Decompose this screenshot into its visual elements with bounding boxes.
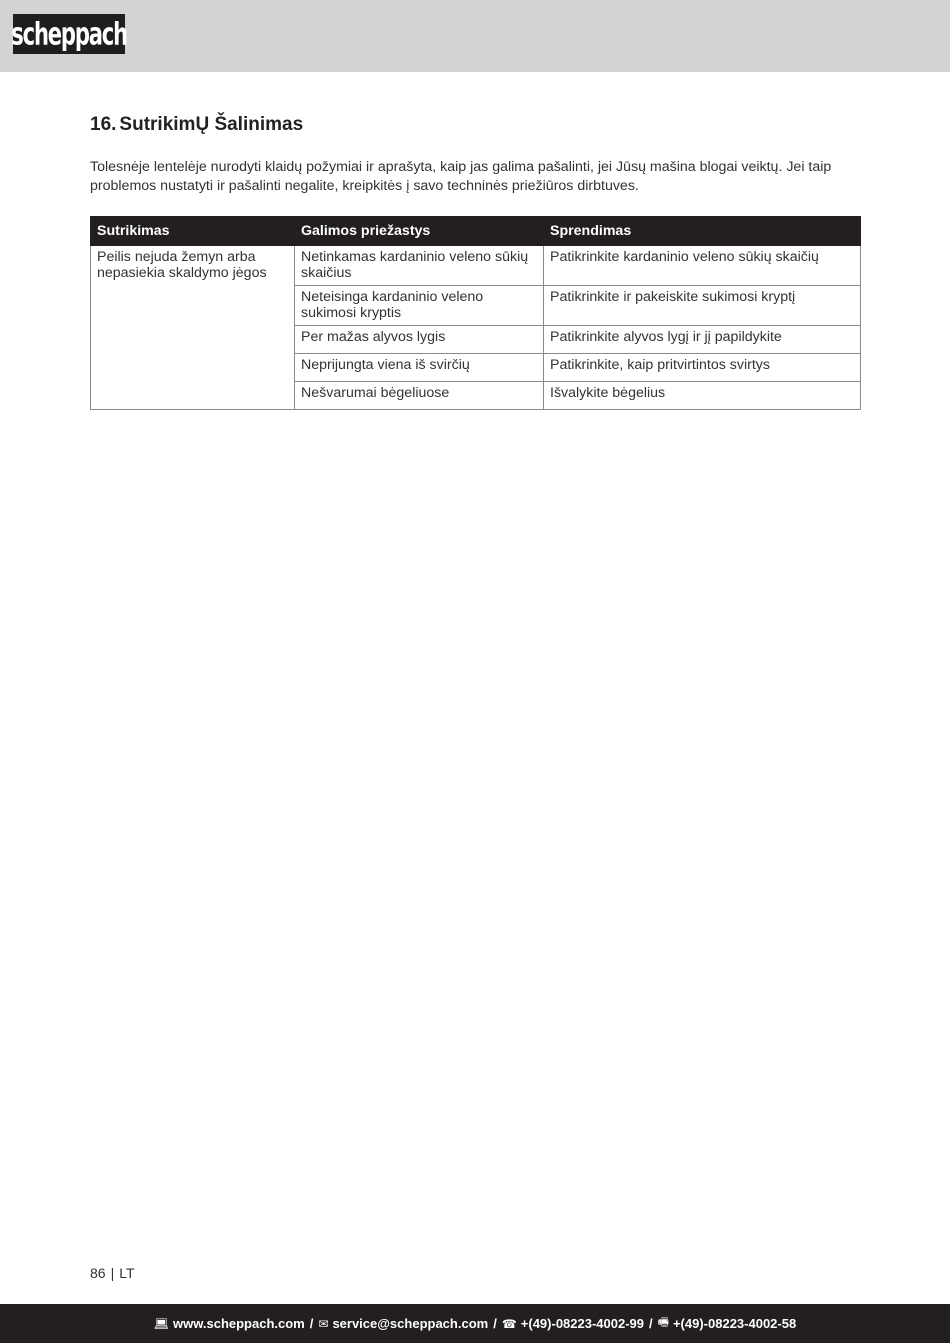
section-title xyxy=(90,114,303,136)
column-header-malfunction: Sutrikimas xyxy=(91,217,295,246)
footer-separator: / xyxy=(649,1316,653,1331)
intro-paragraph: Tolesnėje lentelėje nurodyti klaidų požymiai ir aprašyta, kaip jas galima pašalinti, jei Jūsų mašina blogai veiktų. Jei taip problemos nustatyti ir pašalinti negalite, kreipkitės į savo techninės priežiūros dirbtuves. xyxy=(90,159,832,194)
malfunction-cell: Peilis nejuda žemyn arba nepasiekia skaldymo jėgos xyxy=(91,246,295,410)
fax-icon: 🖷︎ xyxy=(657,1315,669,1329)
page-number-value: 86 xyxy=(90,1265,106,1281)
computer-icon: 💻︎ xyxy=(153,1316,170,1331)
remedy-cell: Patikrinkite alyvos lygį ir jį papildykite xyxy=(544,326,861,354)
column-header-remedy: Sprendimas xyxy=(544,217,861,246)
page-language: LT xyxy=(119,1265,135,1281)
remedy-cell: Patikrinkite ir pakeiskite sukimosi kryptį xyxy=(544,286,861,326)
table-header-row xyxy=(91,217,861,246)
column-header-cause: Galimos priežastys xyxy=(295,217,544,246)
footer-phone: +(49)-08223-4002-99 xyxy=(520,1316,645,1331)
footer-email-link[interactable]: service@scheppach.com xyxy=(332,1316,489,1331)
remedy-cell: Patikrinkite kardaninio veleno sūkių skaičių xyxy=(544,246,861,286)
section-title-text: SutrikimŲ Šalinimas xyxy=(119,114,304,135)
cause-cell: Neteisinga kardaninio veleno sukimosi kryptis xyxy=(295,286,544,326)
page-header xyxy=(0,0,950,72)
troubleshooting-table xyxy=(90,216,861,410)
envelope-icon: ✉︎ xyxy=(318,1316,329,1331)
page-number-separator: | xyxy=(110,1265,115,1281)
cause-cell: Nešvarumai bėgeliuose xyxy=(295,382,544,410)
cause-cell: Netinkamas kardaninio veleno sūkių skaičius xyxy=(295,246,544,286)
footer-fax: +(49)-08223-4002-58 xyxy=(672,1316,797,1331)
scheppach-logo: scheppach xyxy=(13,14,125,54)
footer-website-link[interactable]: www.scheppach.com xyxy=(173,1316,305,1331)
footer-separator: / xyxy=(493,1316,497,1331)
telephone-icon: ☎︎ xyxy=(501,1316,517,1331)
remedy-cell: Išvalykite bėgelius xyxy=(544,382,861,410)
cause-cell: Per mažas alyvos lygis xyxy=(295,326,544,354)
page-footer xyxy=(0,1304,950,1343)
page-number xyxy=(90,1265,135,1281)
remedy-cell: Patikrinkite, kaip pritvirtintos svirtys xyxy=(544,354,861,382)
footer-separator: / xyxy=(309,1316,314,1331)
cause-cell: Neprijungta viena iš svirčių xyxy=(295,354,544,382)
section-number: 16. xyxy=(90,114,117,135)
table-row xyxy=(91,246,861,286)
